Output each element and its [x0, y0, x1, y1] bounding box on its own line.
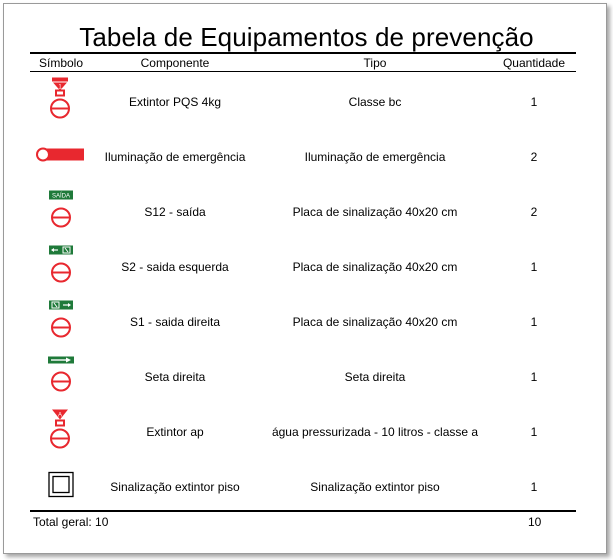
total-value: 10 [528, 515, 542, 529]
type-cell: Placa de sinalização 40x20 cm [292, 259, 458, 274]
page-title: Tabela de Equipamentos de prevenção [79, 22, 534, 52]
table-row [0, 129, 613, 184]
table-row [0, 184, 613, 239]
header-quantity: Quantidade [502, 56, 566, 70]
exit-right-sign-icon [48, 299, 74, 344]
component-cell: S2 - saida esquerda [121, 259, 229, 274]
header-top-rule [30, 52, 576, 54]
quantity-cell: 1 [530, 479, 538, 494]
exit-left-sign-icon [48, 244, 74, 289]
quantity-cell: 1 [530, 424, 538, 439]
table-row [0, 349, 613, 404]
type-cell: Classe bc [348, 94, 402, 109]
header-symbol: Símbolo [38, 56, 84, 70]
svg-text:1: 1 [58, 84, 62, 90]
table-row [0, 74, 613, 129]
quantity-cell: 1 [530, 94, 538, 109]
table-row [0, 404, 613, 459]
component-cell: Iluminação de emergência [104, 149, 246, 164]
table-row [0, 294, 613, 349]
emergency-light-icon [36, 146, 86, 167]
quantity-cell: 1 [530, 369, 538, 384]
footer-rule [30, 510, 576, 512]
component-cell: Sinalização extintor piso [110, 479, 240, 494]
extinguisher-floor-marking-icon [48, 471, 74, 502]
component-cell: Extintor PQS 4kg [128, 94, 222, 109]
component-cell: S1 - saida direita [129, 314, 221, 329]
type-cell: água pressurizada - 10 litros - classe a [271, 424, 479, 439]
fire-extinguisher-pqs-icon [49, 76, 73, 127]
header-type: Tipo [363, 56, 387, 70]
total-label: Total geral: 10 [33, 515, 109, 529]
header-bottom-rule [30, 71, 576, 72]
type-cell: Placa de sinalização 40x20 cm [292, 314, 458, 329]
table-row [0, 459, 613, 514]
arrow-right-sign-icon [47, 355, 75, 398]
svg-text:A: A [57, 412, 63, 418]
fire-extinguisher-water-icon [49, 407, 73, 456]
component-cell: Seta direita [144, 369, 206, 384]
quantity-cell: 2 [530, 149, 538, 164]
quantity-cell: 1 [530, 314, 538, 329]
exit-sign-text: SAÍDA [51, 193, 71, 199]
type-cell: Sinalização extintor piso [310, 479, 440, 494]
type-cell: Placa de sinalização 40x20 cm [292, 204, 458, 219]
type-cell: Seta direita [344, 369, 406, 384]
component-cell: Extintor ap [146, 424, 204, 439]
quantity-cell: 2 [530, 204, 538, 219]
table-row [0, 239, 613, 294]
exit-sign-icon [48, 189, 74, 234]
type-cell: Iluminação de emergência [304, 149, 446, 164]
quantity-cell: 1 [530, 259, 538, 274]
header-component: Componente [140, 56, 210, 70]
component-cell: S12 - saída [144, 204, 206, 219]
